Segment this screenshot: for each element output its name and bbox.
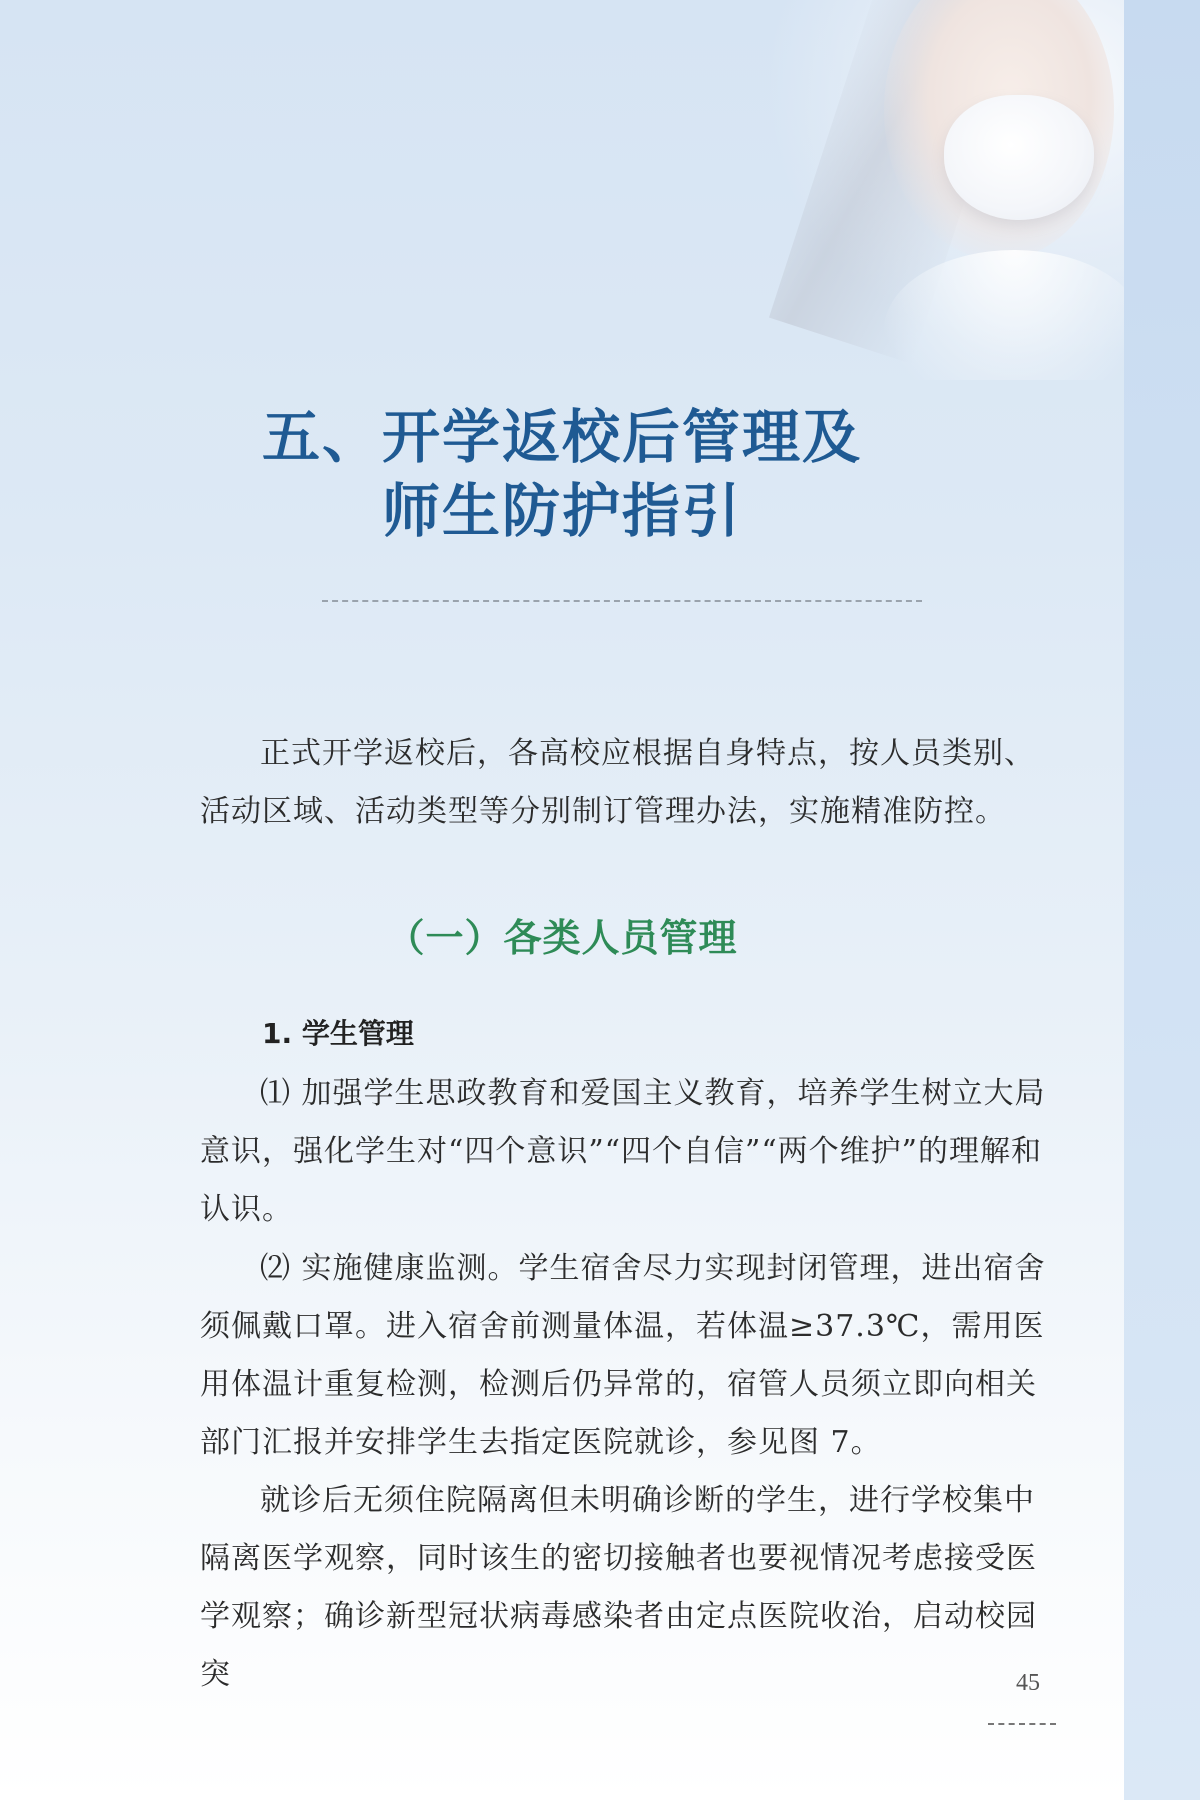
masked-woman-illustration [764, 0, 1124, 380]
face-mask-icon [944, 95, 1094, 220]
page-number-divider [988, 1723, 1056, 1725]
chapter-title [0, 400, 1124, 548]
intro-paragraph: 正式开学返校后，各高校应根据自身特点，按人员类别、活动区域、活动类型等分别制订管理办法，实施精准防控。 [200, 736, 1035, 829]
page-number: 45 [1016, 1670, 1040, 1696]
subsection-heading: 1. 学生管理 [262, 1017, 414, 1050]
chapter-title-line2: 师生防护指引 [381, 477, 742, 545]
paragraph-2: ⑵ 实施健康监测。学生宿舍尽力实现封闭管理，进出宿舍须佩戴口罩。进入宿舍前测量体温，若体温≥37.3℃，需用医用体温计重复检测，检测后仍异常的，宿管人员须立即向相关部门汇报并安排学生去指定医院就诊，参见图 7。 [200, 1251, 1046, 1460]
section-heading: （一）各类人员管理 [386, 915, 738, 960]
title-divider [322, 600, 922, 602]
paragraph-1: ⑴ 加强学生思政教育和爱国主义教育，培养学生树立大局意识，强化学生对“四个意识”“四个自信”“两个维护”的理解和认识。 [200, 1076, 1046, 1227]
chapter-title-line1: 五、开学返校后管理及 [261, 403, 862, 471]
paragraph-3: 就诊后无须住院隔离但未明确诊断的学生，进行学校集中隔离医学观察，同时该生的密切接触者也要视情况考虑接受医学观察；确诊新型冠状病毒感染者由定点医院收治，启动校园突 [200, 1483, 1037, 1692]
right-margin-strip [1124, 0, 1200, 1800]
